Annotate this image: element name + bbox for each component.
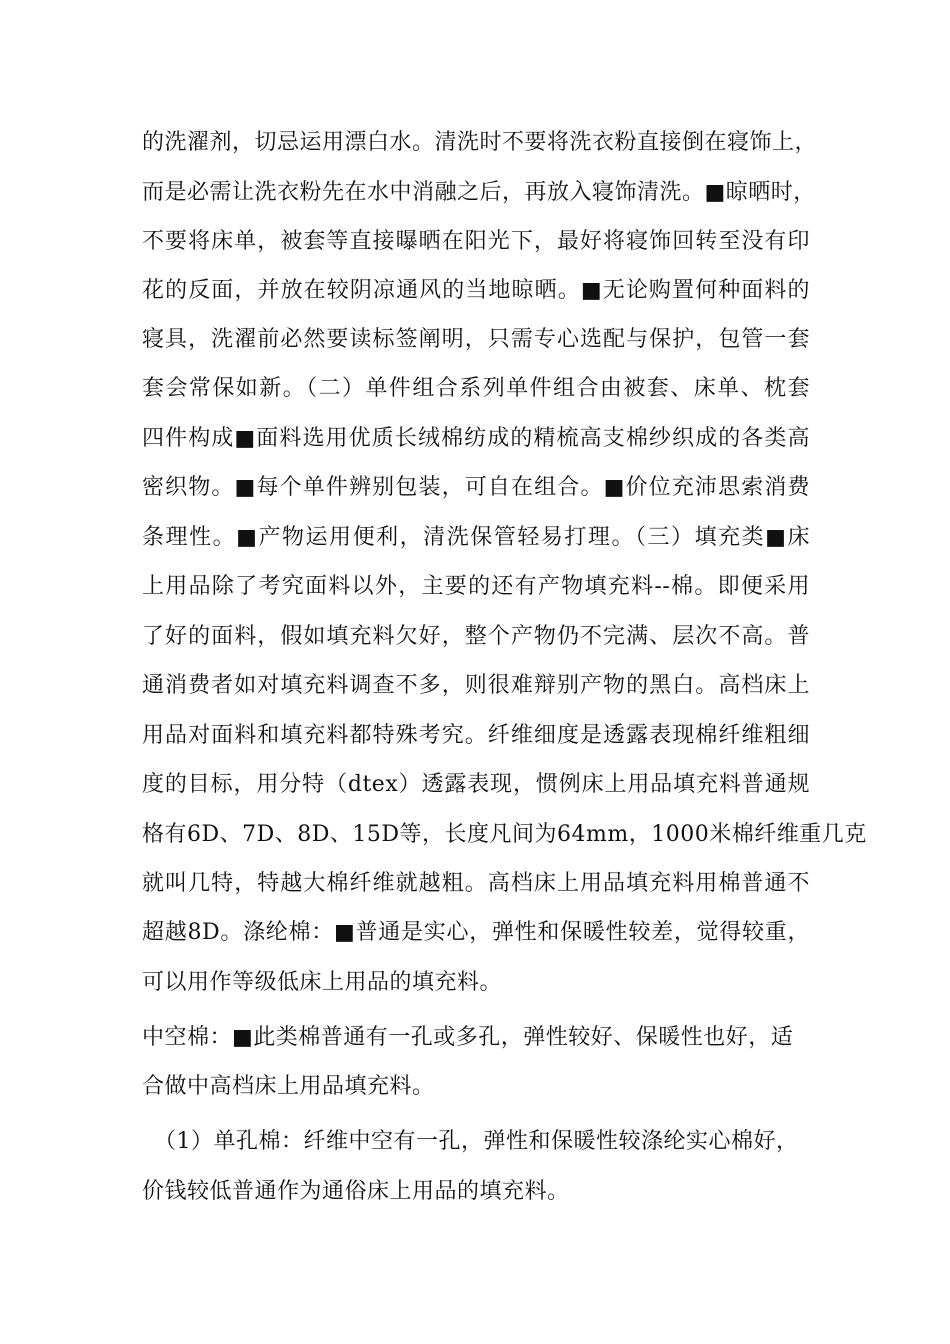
text-line: 中空棉：■此类棉普通有一孔或多孔，弹性较好、保暖性也好，适 xyxy=(142,1025,794,1050)
text-line: （1）单孔棉：纤维中空有一孔，弹性和保暖性较涤纶实心棉好， xyxy=(154,1129,799,1154)
text-line: 而是必需让洗衣粉先在水中消融之后，再放入寝饰清洗。■晾晒时， xyxy=(142,180,816,205)
text-line: 花的反面，并放在较阴凉通风的当地晾晒。■无论购置何种面料的 xyxy=(142,278,810,303)
text-line: 不要将床单，被套等直接曝晒在阳光下，最好将寝饰回转至没有印 xyxy=(142,229,810,254)
text-line: 密织物。■每个单件辨别包装，可自在组合。■价位充沛思索消费 xyxy=(142,475,810,500)
text-line: 寝具，洗濯前必然要读标签阐明，只需专心选配与保护，包管一套 xyxy=(142,327,810,352)
text-line: 合做中高档床上用品填充料。 xyxy=(142,1074,435,1099)
text-line: 超越8D。涤纶棉：■普通是实心，弹性和保暖性较差，觉得较重， xyxy=(142,920,810,945)
text-line: 四件构成■面料选用优质长绒棉纺成的精梳高支棉纱织成的各类高 xyxy=(142,426,810,451)
text-line: 上用品除了考究面料以外，主要的还有产物填充料--棉。即便采用 xyxy=(142,574,810,599)
text-line: 用品对面料和填充料都特殊考究。纤维细度是透露表现棉纤维粗细 xyxy=(142,723,810,748)
text-line: 套会常保如新。（二）单件组合系列单件组合由被套、床单、枕套 xyxy=(142,376,810,401)
text-line: 通消费者如对填充料调查不多，则很难辩别产物的黑白。高档床上 xyxy=(142,673,810,698)
text-line: 条理性。■产物运用便利，清洗保管轻易打理。（三）填充类■床 xyxy=(142,525,810,550)
text-line: 度的目标，用分特（dtex）透露表现，惯例床上用品填充料普通规 xyxy=(142,772,810,797)
text-line: 的洗濯剂，切忌运用漂白水。清洗时不要将洗衣粉直接倒在寝饰上， xyxy=(142,130,818,155)
text-line: 价钱较低普通作为通俗床上用品的填充料。 xyxy=(142,1179,570,1204)
text-line: 了好的面料，假如填充料欠好，整个产物仍不完满、层次不高。普 xyxy=(142,624,810,649)
text-line: 格有6D、7D、8D、15D等，长度凡间为64mm，1000米棉纤维重几克 xyxy=(142,822,867,847)
text-line: 就叫几特，特越大棉纤维就越粗。高档床上用品填充料用棉普通不 xyxy=(142,871,810,896)
text-line: 可以用作等级低床上用品的填充料。 xyxy=(142,970,503,995)
